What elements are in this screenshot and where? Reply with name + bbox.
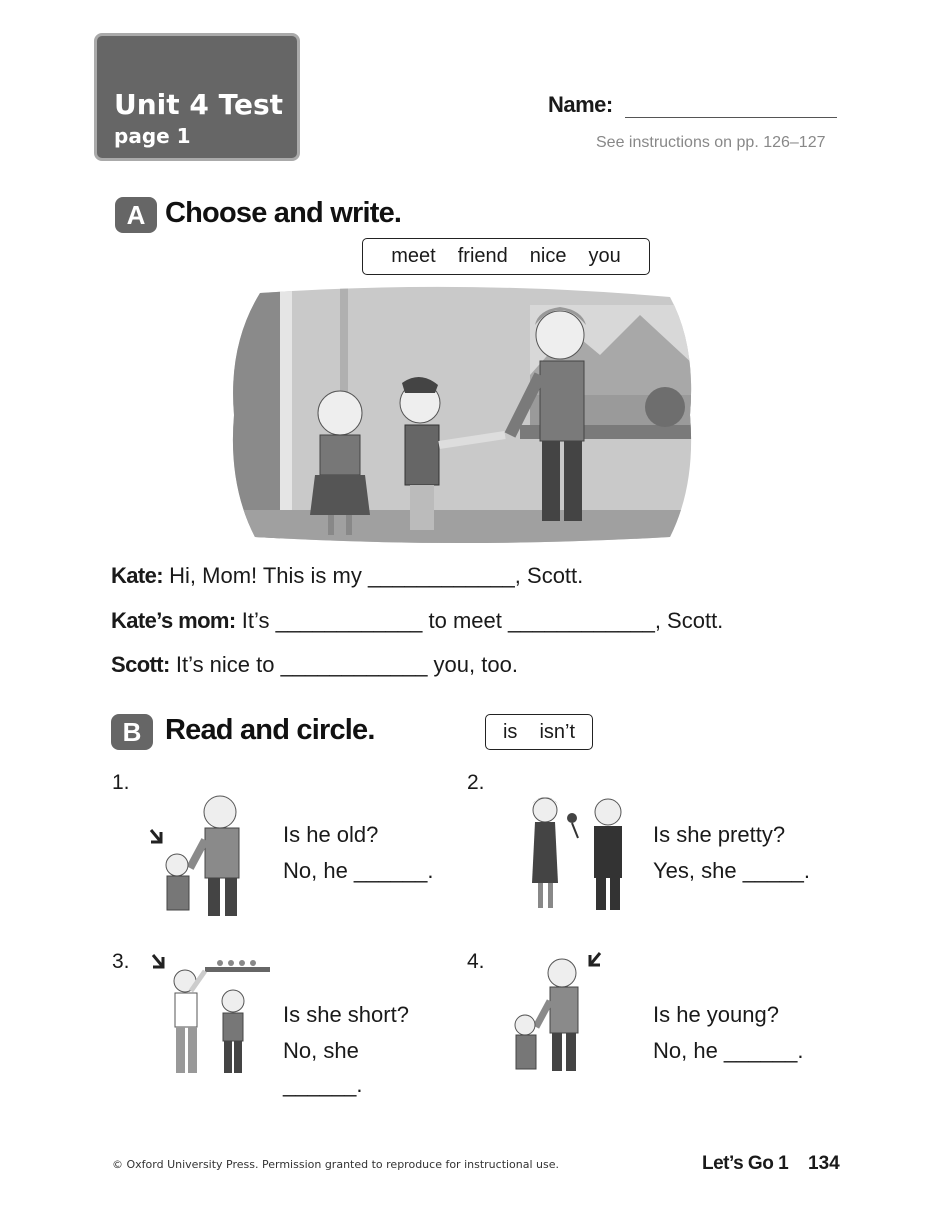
section-a-badge: A	[115, 197, 157, 233]
answer-text: Yes, she _____.	[653, 858, 810, 883]
item-number: 4.	[467, 950, 485, 973]
page-number: 134	[808, 1153, 840, 1174]
dialog-text: It’s ____________ to meet ____________, Scott.	[241, 608, 724, 633]
grandfather-and-baby-illustration	[145, 790, 275, 922]
item-number: 2.	[467, 771, 485, 794]
word-bank-item: nice	[529, 245, 567, 267]
item-number: 3.	[112, 950, 130, 973]
answer-blank: ______.	[283, 1072, 363, 1097]
section-b-title: Read and circle.	[165, 714, 375, 746]
answer-text: No, she	[283, 1038, 359, 1063]
book-title: Let’s Go 1	[702, 1153, 789, 1174]
name-label: Name:	[548, 92, 613, 117]
dialog-line	[111, 563, 583, 589]
dialog-line	[111, 608, 723, 634]
copyright-notice: © Oxford University Press. Permission granted to reproduce for instructional use.	[112, 1158, 560, 1171]
speaker-label: Scott:	[111, 652, 170, 677]
question-text: Is he young?	[653, 1002, 779, 1027]
dialog-text: It’s nice to ____________ you, too.	[175, 652, 518, 677]
scene-illustration	[230, 285, 694, 545]
item-number: 1.	[112, 771, 130, 794]
tall-woman-and-boy-illustration	[145, 945, 275, 1083]
answer-text: No, he ______.	[653, 1038, 804, 1063]
couple-with-rose-illustration	[520, 788, 640, 913]
question-text: Is he old?	[283, 822, 379, 847]
word-bank-a	[362, 238, 650, 275]
instructions-note: See instructions on pp. 126–127	[596, 134, 826, 151]
section-a-title: Choose and write.	[165, 197, 402, 229]
question-text: Is she short?	[283, 1002, 409, 1027]
word-bank-item: friend	[457, 245, 508, 267]
dialog-line	[111, 652, 518, 678]
unit-badge	[94, 33, 300, 161]
name-line	[625, 117, 837, 118]
unit-title: Unit 4 Test	[114, 88, 284, 121]
speaker-label: Kate’s mom:	[111, 608, 236, 633]
grandfather-and-baby-illustration	[500, 945, 620, 1080]
word-bank-b	[485, 714, 593, 750]
word-bank-item: isn’t	[539, 720, 576, 743]
question-text: Is she pretty?	[653, 822, 786, 847]
unit-page: page 1	[114, 124, 191, 148]
section-b-badge: B	[111, 714, 153, 750]
dialog-text: Hi, Mom! This is my ____________, Scott.	[169, 563, 584, 588]
speaker-label: Kate:	[111, 563, 164, 588]
word-bank-item: meet	[391, 245, 436, 267]
answer-text: No, he ______.	[283, 858, 434, 883]
word-bank-item: is	[502, 720, 518, 743]
word-bank-item: you	[588, 245, 621, 267]
